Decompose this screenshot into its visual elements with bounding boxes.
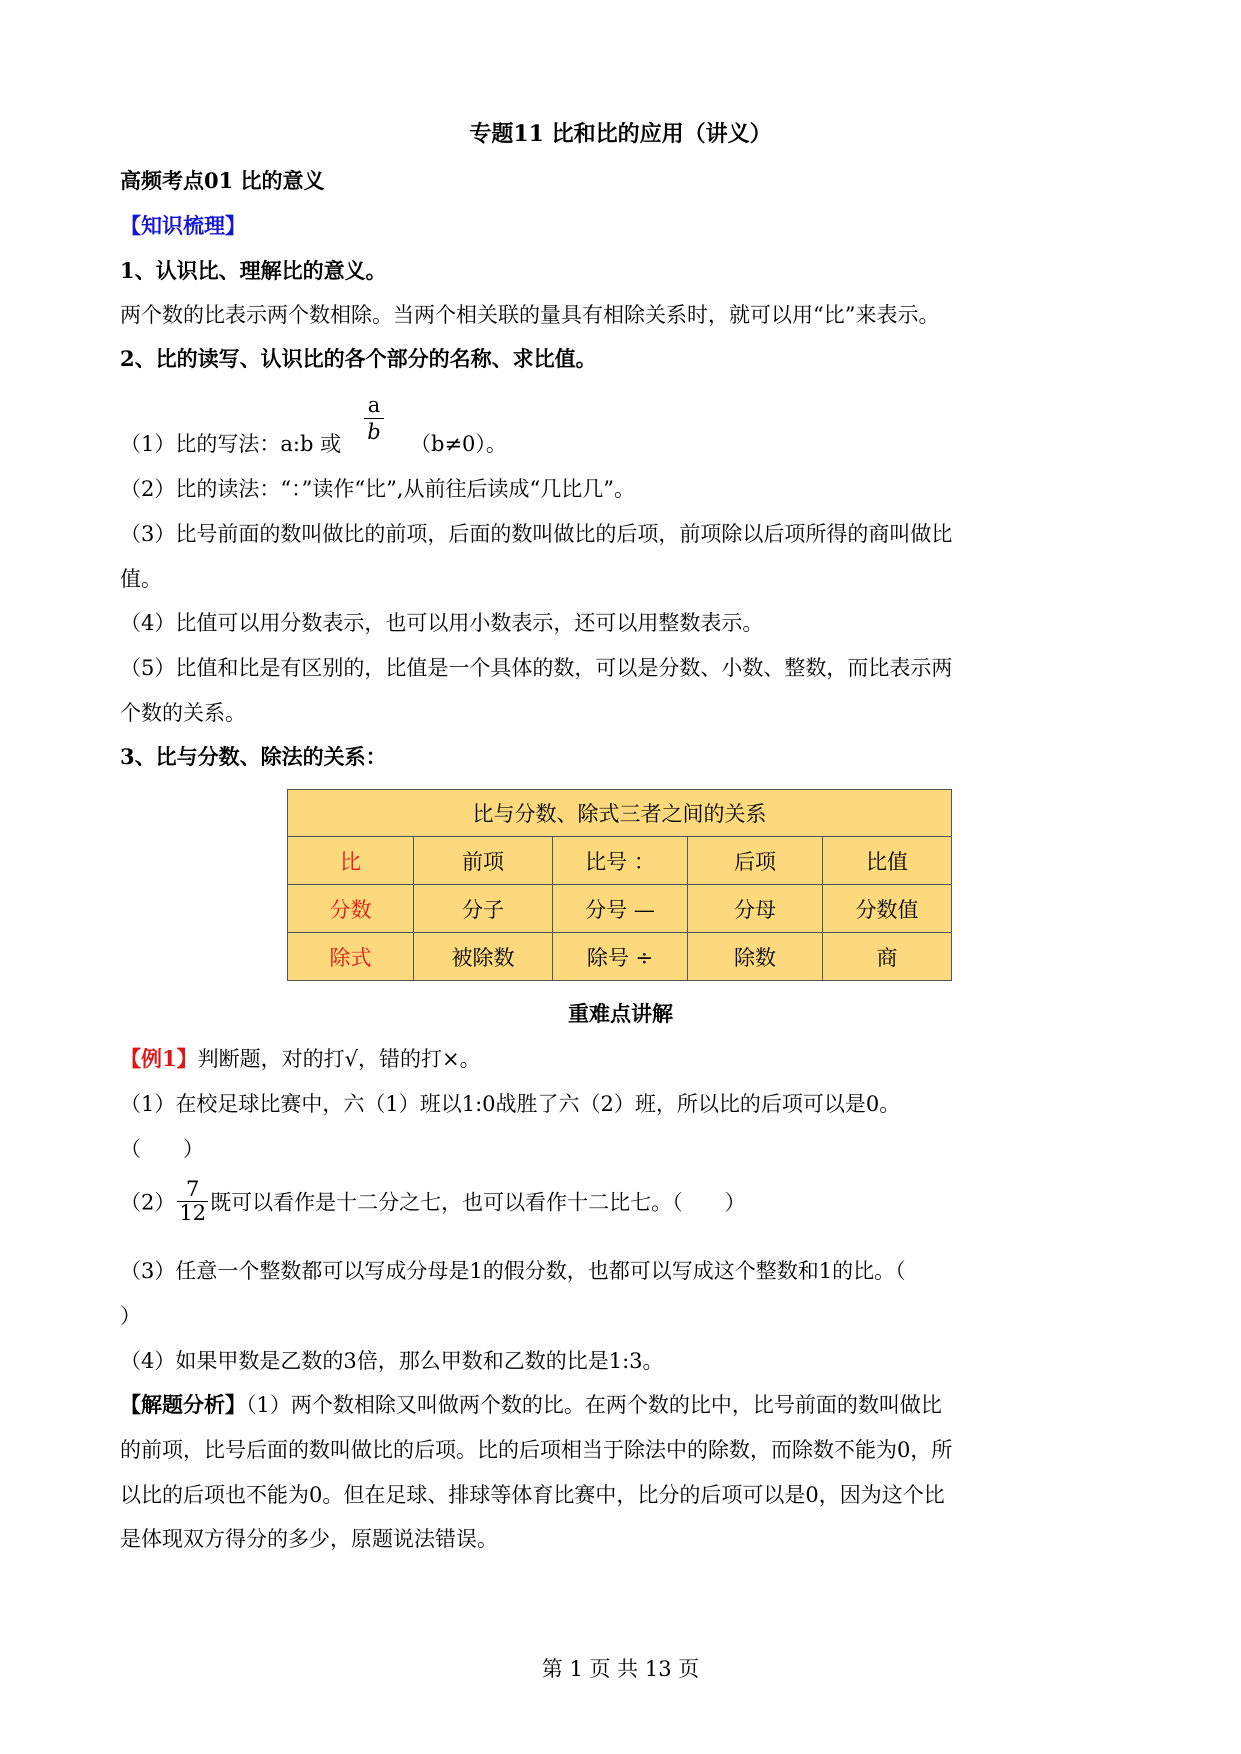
section-heading: 高频考点01 比的意义	[120, 168, 325, 193]
table-cell: 除数	[688, 933, 823, 981]
point2-heading: 2、比的读写、认识比的各个部分的名称、求比值。	[120, 346, 597, 371]
table-caption: 比与分数、除式三者之间的关系	[288, 790, 952, 837]
q1-line1: （1）在校足球比赛中，六（1）班以1:0战胜了六（2）班，所以比的后项可以是0。	[120, 1092, 901, 1116]
item3-line1: （3）比号前面的数叫做比的前项，后面的数叫做比的后项，前项除以后项所得的商叫做比	[120, 522, 953, 546]
point1-text: 两个数的比表示两个数相除。当两个相关联的量具有相除关系时，就可以用“比”来表示。	[120, 303, 940, 327]
table-cell: 商	[823, 933, 952, 981]
table-row-label: 比	[288, 837, 414, 885]
table-row-label: 除式	[288, 933, 414, 981]
table-cell: 分母	[688, 885, 823, 933]
ab-fraction	[364, 392, 384, 445]
q3-line1: （3）任意一个整数都可以写成分母是1的假分数，也都可以写成这个整数和1的比。（	[120, 1259, 906, 1283]
relation-table	[287, 789, 952, 981]
example-tag: 【例1】	[120, 1046, 198, 1071]
table-cell: 分号 —	[553, 885, 688, 933]
table-row-label: 分数	[288, 885, 414, 933]
table-cell: 后项	[688, 837, 823, 885]
table-cell: 前项	[414, 837, 553, 885]
analysis-line3: 以比的后项也不能为0。但在足球、排球等体育比赛中，比分的后项可以是0，因为这个比	[120, 1483, 945, 1507]
item5-line1: （5）比值和比是有区别的，比值是一个具体的数，可以是分数、小数、整数，而比表示两	[120, 656, 953, 680]
item1-line	[120, 428, 341, 458]
q4: （4）如果甲数是乙数的3倍，那么甲数和乙数的比是1:3。	[120, 1349, 664, 1373]
analysis-text: （1）两个数相除又叫做两个数的比。在两个数的比中，比号前面的数叫做比	[246, 1393, 942, 1417]
item2: （2）比的读法：“：”读作“比”,从前往后读成“几比几”。	[120, 477, 635, 501]
q2-suffix: 既可以看作是十二分之七，也可以看作十二比七。（ ）	[210, 1190, 746, 1215]
analysis-line1	[120, 1389, 942, 1419]
table-cell: 比值	[823, 837, 952, 885]
item4: （4）比值可以用分数表示，也可以用小数表示，还可以用整数表示。	[120, 611, 764, 635]
q2-line	[120, 1178, 746, 1225]
point3-heading: 3、比与分数、除法的关系：	[120, 744, 387, 769]
item5-line2: 个数的关系。	[120, 701, 246, 725]
q1-line2: （ ）	[120, 1137, 204, 1161]
item1-suffix: （b≠0）。	[410, 432, 507, 456]
ab-fraction-den: b	[367, 420, 381, 444]
example-line	[120, 1043, 481, 1073]
item1-prefix: （1）比的写法：a:b 或	[120, 432, 342, 456]
table-cell: 比号 ：	[553, 837, 688, 885]
page-title: 专题11 比和比的应用（讲义）	[469, 121, 772, 147]
table-row	[288, 933, 952, 981]
key-heading: 重难点讲解	[568, 1001, 673, 1026]
q2-fraction	[177, 1178, 208, 1225]
table-cell: 除号 ÷	[553, 933, 688, 981]
point1-heading: 1、认识比、理解比的意义。	[120, 258, 387, 283]
example-intro: 判断题，对的打√，错的打×。	[197, 1047, 481, 1071]
table-cell: 被除数	[414, 933, 553, 981]
table-row	[288, 885, 952, 933]
q2-prefix: （2）	[120, 1190, 176, 1215]
table-cell: 分子	[414, 885, 553, 933]
knowledge-tag: 【知识梳理】	[120, 213, 246, 238]
table-row	[288, 837, 952, 885]
q3-line2: ）	[120, 1304, 141, 1328]
analysis-tag: 【解题分析】	[120, 1392, 246, 1417]
ab-fraction-num: a	[364, 392, 384, 419]
q2-fraction-num: 7	[177, 1178, 208, 1202]
analysis-line2: 的前项，比号后面的数叫做比的后项。比的后项相当于除法中的除数，而除数不能为0，所	[120, 1438, 953, 1462]
item3-line2: 值。	[120, 567, 162, 591]
table-cell: 分数值	[823, 885, 952, 933]
q2-fraction-den: 12	[179, 1201, 207, 1226]
page-footer: 第 1 页 共 13 页	[541, 1657, 700, 1681]
analysis-line4: 是体现双方得分的多少，原题说法错误。	[120, 1527, 498, 1551]
